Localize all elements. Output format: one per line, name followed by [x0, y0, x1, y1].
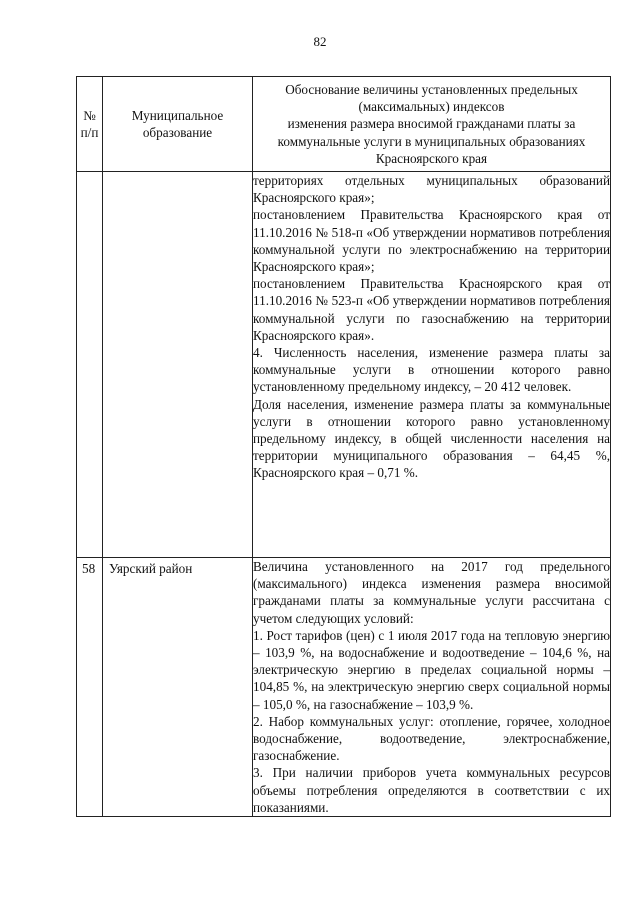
justification-paragraph: 3. При наличии приборов учета коммунальных ресурсов объемы потребления определяются в соответствии с их показаниями. [253, 765, 610, 815]
municipality-name: Уярский район [109, 561, 193, 576]
justification-paragraph: территориях отдельных муниципальных образований Красноярского края»; [253, 173, 610, 206]
header-justification [253, 77, 611, 172]
municipality-cell [103, 172, 253, 558]
justification-paragraph: Величина установленного на 2017 год предельного (максимального) индекса изменения размера вносимой гражданами платы за коммунальные услуги рассчитана с учетом следующих условий: [253, 559, 610, 626]
justification-paragraph: 4. Численность населения, изменение размера платы за коммунальные услуги в отношении которого равно установленному предельному индексу, – 20 412 человек. [253, 345, 610, 395]
header-municipality: Муниципальное образование [103, 77, 253, 172]
justification-paragraph: постановлением Правительства Красноярского края от 11.10.2016 № 523-п «Об утверждении нормативов потребления коммунальной услуги по газоснабжению на территории Красноярского края». [253, 276, 610, 343]
header-number: № п/п [77, 77, 103, 172]
row-number-cell [77, 172, 103, 558]
table-row [77, 558, 611, 817]
table-header-row [77, 77, 611, 172]
row-number: 58 [82, 561, 96, 576]
justification-paragraph: постановлением Правительства Красноярского края от 11.10.2016 № 518-п «Об утверждении нормативов потребления коммунальной услуги по электроснабжению на территории Красноярского края»; [253, 207, 610, 275]
justification-paragraph: Доля населения, изменение размера платы за коммунальные услуги в отношении которого равно установленному предельному индексу, в общей численности населения на территории муниципального образования – 64,45 %, Красноярского края – 0,71 %. [253, 396, 610, 481]
row-number-cell [77, 558, 103, 817]
municipality-cell [103, 558, 253, 817]
justification-table [76, 76, 611, 817]
justification-paragraph: 1. Рост тарифов (цен) с 1 июля 2017 года на тепловую энергию – 103,9 %, на водоснабжение и водоотведение – 104,6 %, на электрическую энергию в пределах социальной нормы – 104,85 %, на электрическую энергию сверх социальной нормы – 105,0 %, на газоснабжение – 103,9 %. [253, 627, 610, 712]
page-number: 82 [313, 34, 327, 49]
table-row [77, 172, 611, 558]
header-justification-line2: изменения размера вносимой гражданами платы за коммунальные услуги в муниципальных образованиях Красноярского края [277, 116, 586, 166]
justification-paragraph: 2. Набор коммунальных услуг: отопление, горячее, холодное водоснабжение, водоотведение, электроснабжение, газоснабжение. [253, 713, 610, 764]
justification-cell [253, 172, 611, 558]
justification-cell [253, 558, 611, 817]
header-justification-line1: Обоснование величины установленных предельных (максимальных) индексов [285, 81, 578, 115]
